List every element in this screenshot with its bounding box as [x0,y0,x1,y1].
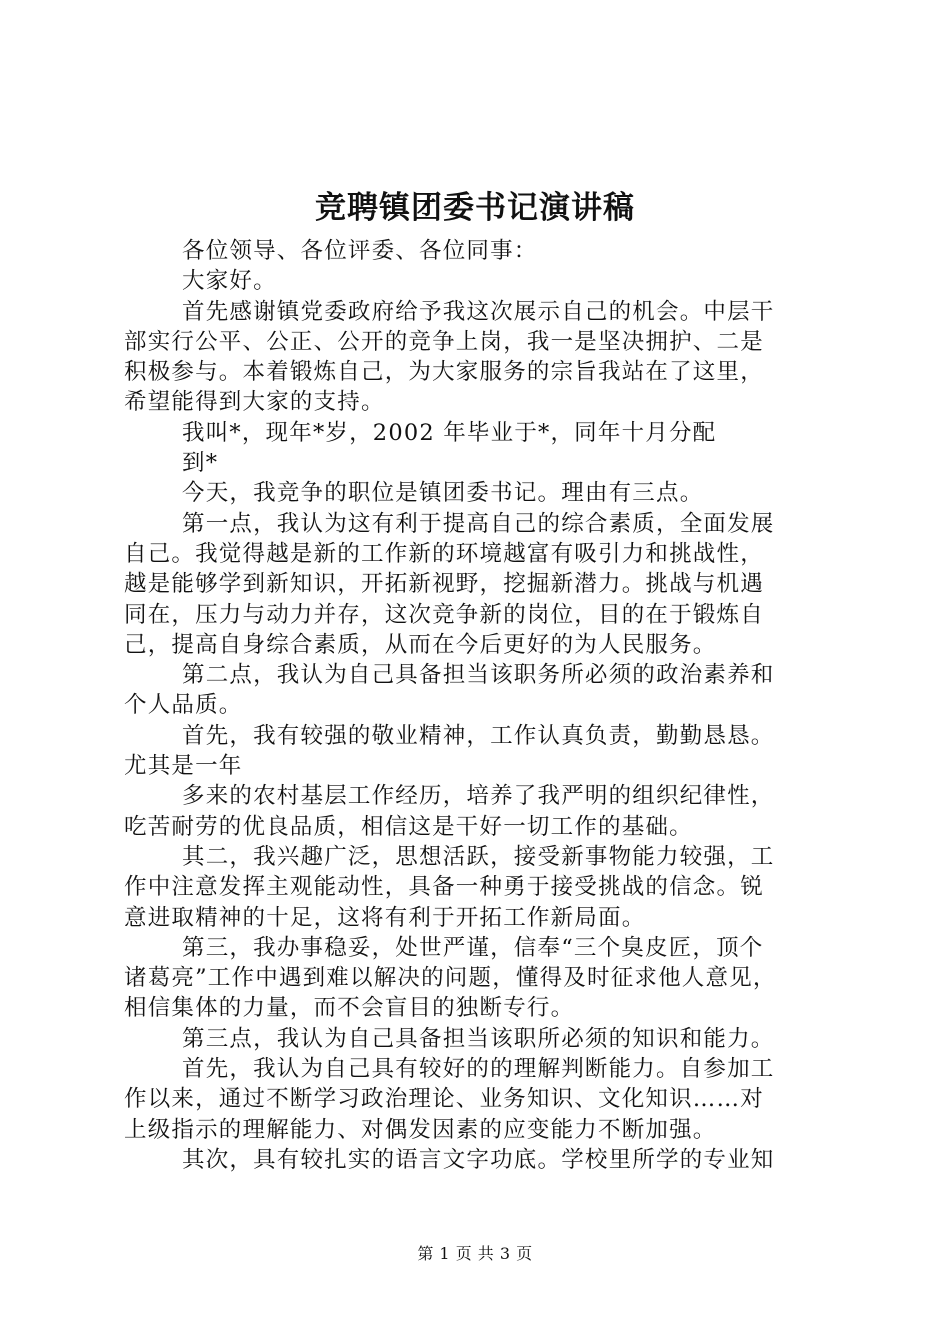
text-line: 越是能够学到新知识，开拓新视野，挖掘新潜力。挑战与机遇 [124,571,764,598]
text-line: 其二，我兴趣广泛，思想活跃，接受新事物能力较强，工 [182,843,775,870]
text-line: 相信集体的力量，而不会盲目的独断专行。 [124,995,575,1022]
text-line: 诸葛亮”工作中遇到难以解决的问题，懂得及时征求他人意见， [124,965,777,992]
text-line: 首先感谢镇党委政府给予我这次展示自己的机会。中层干 [182,298,775,325]
text-line: 作以来，通过不断学习政治理论、业务知识、文化知识……对 [124,1086,764,1113]
text-line: 我叫*，现年*岁，2002 年毕业于*，同年十月分配 [182,419,717,446]
text-line: 今天，我竞争的职位是镇团委书记。理由有三点。 [182,480,704,507]
text-line: 首先，我有较强的敬业精神，工作认真负责，勤勤恳恳。 [182,722,775,749]
text-line: 积极参与。本着锻炼自己，为大家服务的宗旨我站在了这里， [124,359,764,386]
text-line: 个人品质。 [124,692,243,719]
text-line: 作中注意发挥主观能动性，具备一种勇于接受挑战的信念。锐 [124,874,764,901]
text-line: 其次，具有较扎实的语言文字功底。学校里所学的专业知 [182,1146,775,1173]
text-line: 己，提高自身综合素质，从而在今后更好的为人民服务。 [124,631,717,658]
text-line: 部实行公平、公正、公开的竞争上岗，我一是坚决拥护、二是 [124,328,764,355]
text-line: 自己。我觉得越是新的工作新的环境越富有吸引力和挑战性， [124,540,764,567]
document-body [124,236,844,1175]
text-line: 第一点，我认为这有利于提高自己的综合素质，全面发展 [182,510,775,537]
text-line: 多来的农村基层工作经历，培养了我严明的组织纪律性， [182,783,775,810]
text-line: 第二点，我认为自己具备担当该职务所必须的政治素养和 [182,662,775,689]
text-line: 吃苦耐劳的优良品质，相信这是干好一切工作的基础。 [124,813,693,840]
text-line: 第三点，我认为自己具备担当该职所必须的知识和能力。 [182,1025,775,1052]
text-line: 各位领导、各位评委、各位同事： [182,238,538,264]
text-line: 首先，我认为自己具有较好的的理解判断能力。自参加工 [182,1056,775,1083]
text-line: 大家好。 [182,268,277,295]
text-line: 同在，压力与动力并存，这次竞争新的岗位，目的在于锻炼自 [124,601,764,628]
text-line: 上级指示的理解能力、对偶发因素的应变能力不断加强。 [124,1116,717,1143]
page-number-footer: 第 1 页 共 3 页 [417,1244,533,1263]
text-line: 第三，我办事稳妥，处世严谨，信奉“三个臭皮匠，顶个 [182,934,764,961]
document-title: 竞聘镇团委书记演讲稿 [315,190,635,226]
text-line: 尤其是一年 [124,753,243,780]
text-line: 希望能得到大家的支持。 [124,389,385,416]
text-line: 意进取精神的十足，这将有利于开拓工作新局面。 [124,904,646,931]
text-line: 到* [182,450,219,477]
